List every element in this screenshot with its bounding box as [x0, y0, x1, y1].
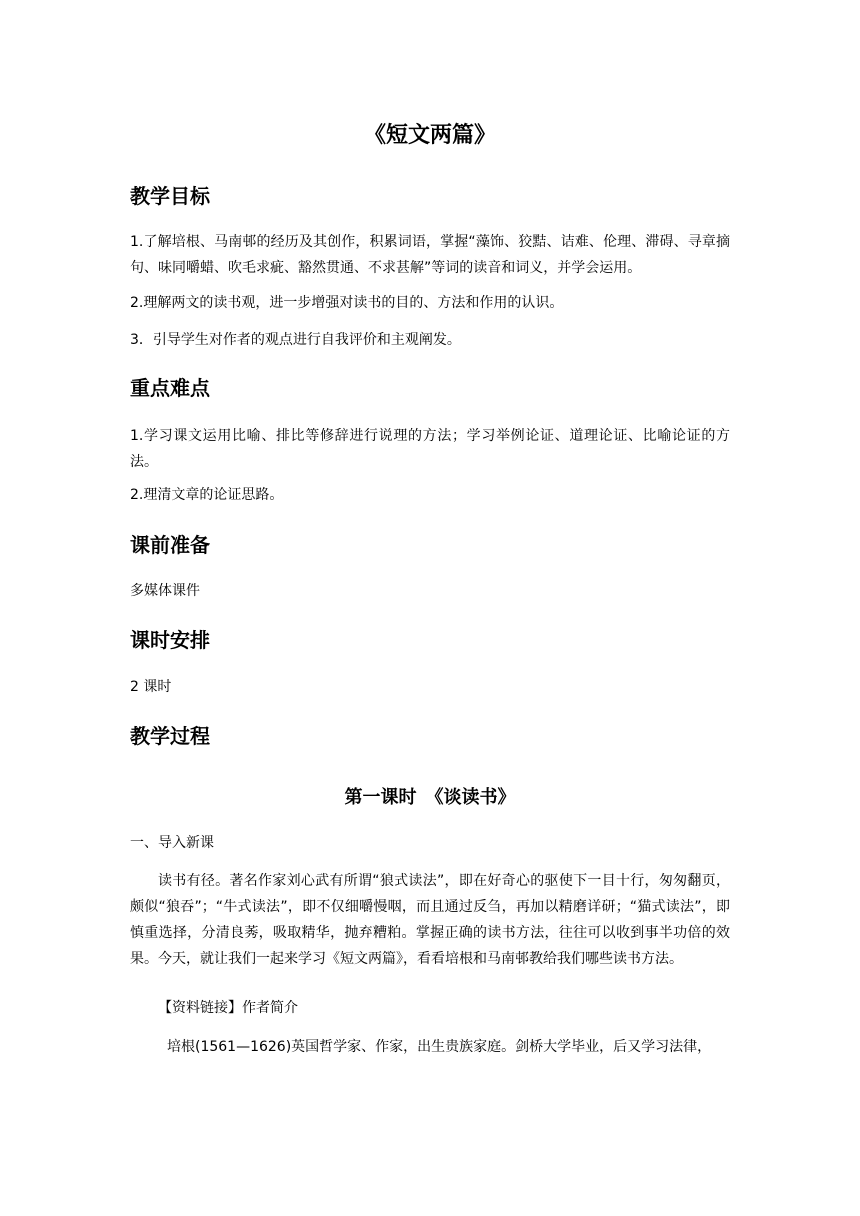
key-point-item-1: 1.学习课文运用比喻、排比等修辞进行说理的方法；学习举例论证、道理论证、比喻论证的方法。: [130, 428, 730, 470]
key-point-item-2: 2.理清文章的论证思路。: [130, 487, 284, 503]
document-title: 《短文两篇》: [363, 123, 496, 148]
lesson-title: 第一课时 《谈读书》: [344, 787, 516, 808]
heading-process: 教学过程: [130, 724, 210, 748]
heading-key-points: 重点难点: [130, 376, 210, 400]
objective-item-3: 3．引导学生对作者的观点进行自我评价和主观阐发。: [130, 332, 461, 348]
preparation-text: 多媒体课件: [130, 583, 200, 599]
author-paragraph: 培根(1561—1626)英国哲学家、作家，出生贵族家庭。剑桥大学毕业，后又学习法律，: [167, 1039, 712, 1055]
objective-item-1: 1.了解培根、马南邨的经历及其创作，积累词语，掌握“藻饰、狡黠、诘难、伦理、滞碍、寻章摘句、味同嚼蜡、吹毛求疵、豁然贯通、不求甚解”等词的读音和词义，并学会运用。: [130, 234, 730, 276]
intro-paragraph: 读书有径。著名作家刘心武有所谓“狼式读法”，即在好奇心的驱使下一目十行，匆匆翻页，颇似“狼吞”；“牛式读法”，即不仅细嚼慢咽，而且通过反刍，再加以精磨详研；“猫式读法”，即慎重选择，分清良莠，吸取精华，抛弃糟粕。掌握正确的读书方法，往往可以收到事半功倍的效果。今天，就让我们一起来学习《短文两篇》，看看培根和马南邨教给我们哪些读书方法。: [130, 873, 730, 967]
objective-item-2: 2.理解两文的读书观，进一步增强对读书的目的、方法和作用的认识。: [130, 295, 564, 311]
intro-heading: 一、导入新课: [130, 835, 214, 851]
schedule-text: 2 课时: [130, 679, 172, 695]
heading-objectives: 教学目标: [130, 184, 210, 208]
link-heading: 【资料链接】作者简介: [158, 1000, 298, 1016]
heading-schedule: 课时安排: [130, 628, 210, 652]
heading-preparation: 课前准备: [130, 533, 210, 557]
